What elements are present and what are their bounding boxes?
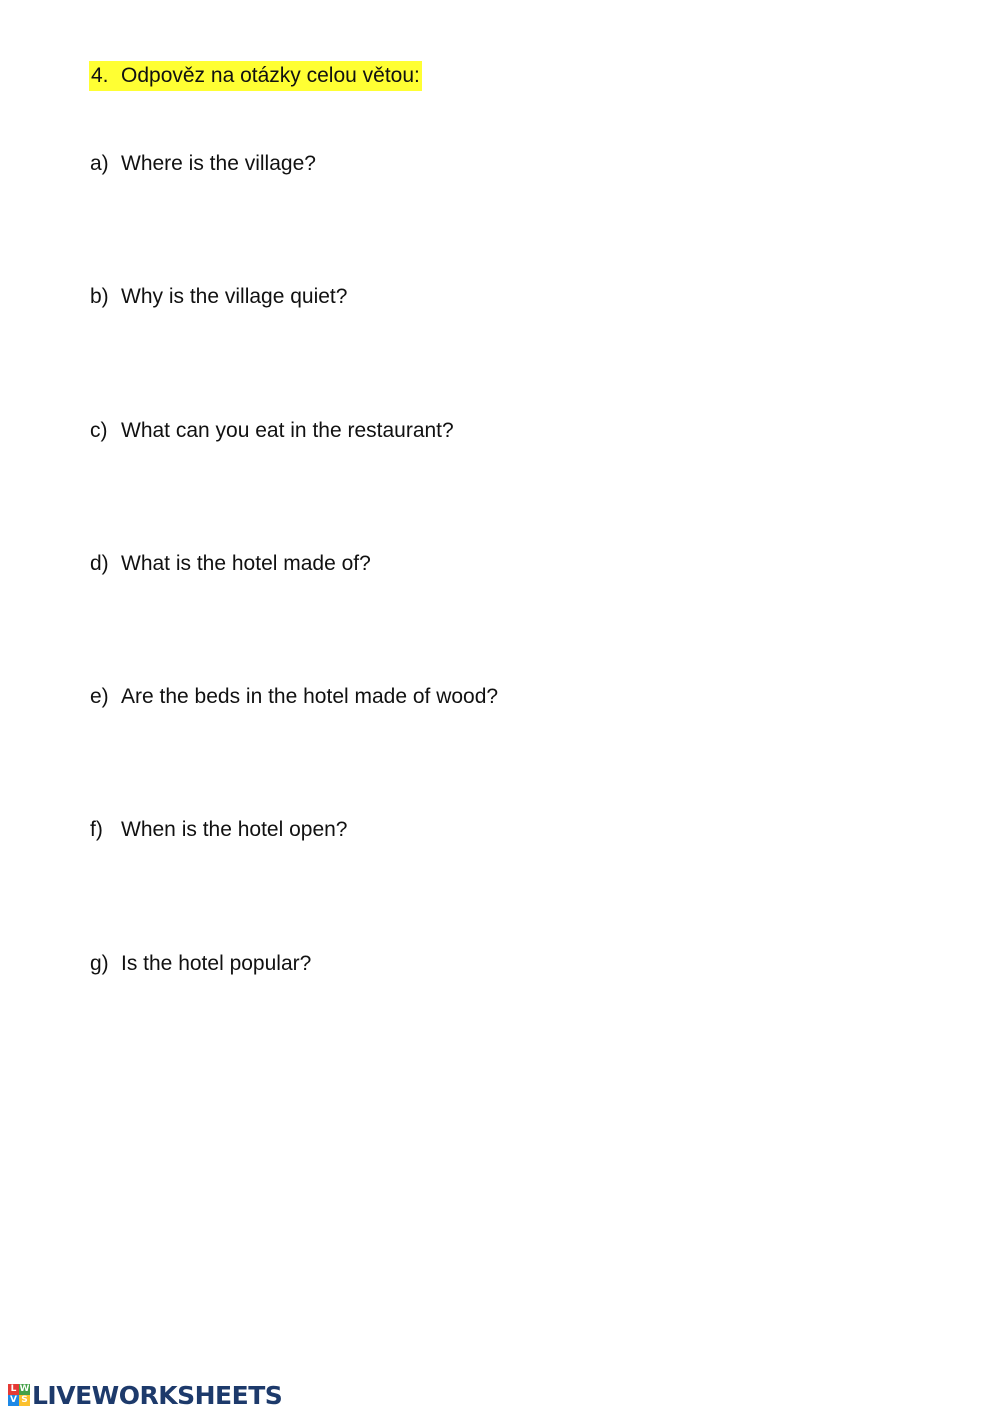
answer-area-e[interactable]	[120, 723, 900, 793]
liveworksheets-brand	[8, 1380, 282, 1410]
question-letter: g)	[90, 952, 109, 975]
question-letter: e)	[90, 685, 109, 708]
question-letter: c)	[90, 419, 108, 442]
question-c	[90, 416, 454, 446]
question-a	[90, 149, 316, 179]
answer-area-a[interactable]	[120, 190, 900, 260]
question-text: When is the hotel open?	[121, 818, 348, 841]
question-g	[90, 949, 311, 979]
task-number: 4.	[91, 64, 109, 87]
question-b	[90, 282, 347, 312]
logo-letter: S	[19, 1395, 30, 1406]
answer-area-c[interactable]	[120, 457, 900, 527]
logo-letter: W	[19, 1384, 30, 1394]
question-letter: d)	[90, 552, 109, 575]
brand-wordmark: LIVEWORKSHEETS	[32, 1380, 283, 1410]
answer-area-g[interactable]	[120, 990, 900, 1060]
question-text: Are the beds in the hotel made of wood?	[121, 685, 499, 708]
question-text: Is the hotel popular?	[121, 952, 312, 975]
logo-letter: V	[8, 1395, 19, 1406]
question-d	[90, 549, 371, 579]
question-text: Why is the village quiet?	[121, 285, 348, 308]
question-letter: a)	[90, 152, 109, 175]
question-text: What can you eat in the restaurant?	[121, 419, 454, 442]
answer-area-f[interactable]	[120, 856, 900, 926]
task-heading	[89, 61, 422, 91]
answer-area-d[interactable]	[120, 590, 900, 660]
liveworksheets-logo-icon	[8, 1384, 30, 1406]
question-text: Where is the village?	[121, 152, 316, 175]
question-text: What is the hotel made of?	[121, 552, 371, 575]
question-letter: f)	[90, 818, 103, 841]
answer-area-b[interactable]	[120, 323, 900, 393]
question-e	[90, 682, 498, 712]
question-letter: b)	[90, 285, 109, 308]
task-instruction: Odpověz na otázky celou větou:	[121, 64, 420, 87]
logo-letter: L	[8, 1384, 19, 1395]
question-f	[90, 815, 348, 845]
